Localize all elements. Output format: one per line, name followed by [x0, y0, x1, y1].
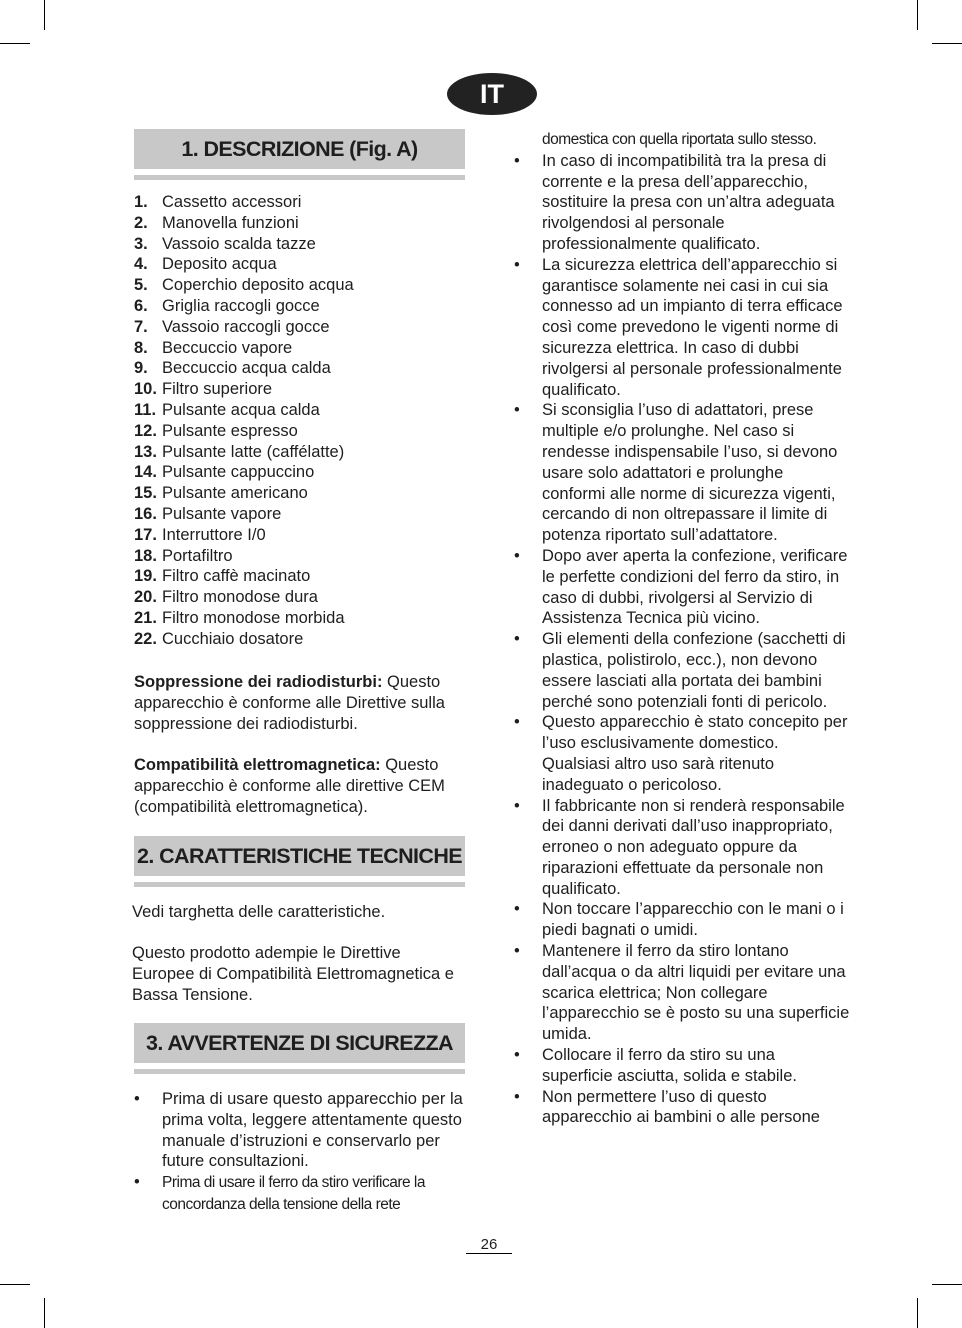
safety-list-left	[134, 1089, 464, 1216]
section3-heading: 3. AVVERTENZE DI SICUREZZA	[134, 1023, 465, 1063]
list-item-number: 4.	[134, 255, 148, 274]
list-item	[134, 608, 464, 629]
list-item	[514, 255, 850, 401]
list-item	[134, 213, 464, 234]
list-item-number: 6.	[134, 296, 148, 315]
list-item	[134, 358, 464, 379]
list-item-number: 14.	[134, 463, 157, 482]
list-item	[514, 546, 850, 629]
list-item-label: Griglia raccogli gocce	[162, 296, 320, 315]
list-item-text: Prima di usare il ferro da stiro verificare la concordanza della tensione della rete	[162, 1174, 425, 1213]
bullet-glyph: •	[514, 900, 520, 919]
list-item	[134, 400, 464, 421]
language-badge: IT	[447, 73, 537, 115]
list-item-label: Filtro caffè macinato	[162, 567, 311, 586]
list-item-text: Non permettere l’uso di questo apparecchio ai bambini o alle persone	[542, 1087, 820, 1127]
list-item-label: Filtro superiore	[162, 380, 273, 399]
list-item	[134, 1089, 464, 1172]
list-item-text: In caso di incompatibilità tra la presa di corrente e la presa dell’apparecchio, sostituire la presa con un’altra adeguata rivolgendosi al personale professionalmente qualificato.	[542, 151, 835, 253]
list-item-text: Collocare il ferro da stiro su una superficie asciutta, solida e stabile.	[542, 1046, 797, 1085]
parts-list	[134, 192, 464, 650]
crop-mark	[917, 1298, 918, 1328]
crop-mark	[932, 43, 962, 44]
list-item-text: Non toccare l’apparecchio con le mani o i piedi bagnati o umidi.	[542, 900, 844, 940]
crop-mark	[0, 1284, 30, 1285]
list-item-number: 8.	[134, 338, 148, 357]
safety-list-right	[514, 130, 850, 1128]
list-item-label: Manovella funzioni	[162, 213, 299, 232]
bullet-glyph: •	[514, 401, 520, 420]
list-item-label: Vassoio raccogli gocce	[162, 317, 330, 336]
section1-heading-rule	[134, 175, 465, 180]
section2-heading: 2. CARATTERISTICHE TECNICHE	[134, 836, 465, 876]
list-item-text: Si sconsiglia l’uso di adattatori, prese multiple e/o prolunghe. Nel caso si rendesse indispensabile l’uso, si devono usare solo adattatori e prolunghe conformi alle norme di sicurezza vigenti, cercando di non oltrepassare il limite di potenza riportato sull’adattatore.	[542, 401, 838, 545]
list-item-text: La sicurezza elettrica dell’apparecchio si garantisce solamente nei casi in cui sia connesso ad un impianto di terra efficace così come prevedono le vigenti norme di sicurezza elettrica. In caso di dubbi rivolgersi al personale professionalmente qualificato.	[542, 255, 843, 399]
list-item-text: Mantenere il ferro da stiro lontano dall’acqua o da altri liquidi per evitare una scarica elettrica; Non collegare l’apparecchio se è posto su una superficie umida.	[542, 942, 850, 1044]
emc-label: Compatibilità elettromagnetica:	[134, 756, 381, 774]
list-item	[514, 1087, 850, 1129]
list-item-label: Filtro monodose dura	[162, 588, 318, 607]
list-item	[134, 483, 464, 504]
list-item	[134, 421, 464, 442]
list-item-number: 15.	[134, 484, 157, 503]
list-item	[134, 234, 464, 255]
list-item	[514, 712, 850, 795]
list-item	[134, 379, 464, 400]
list-item-label: Beccuccio acqua calda	[162, 359, 331, 378]
section2-heading-rule	[134, 882, 465, 887]
list-item-number: 22.	[134, 629, 157, 648]
crop-mark	[0, 43, 30, 44]
list-item-label: Pulsante espresso	[162, 421, 298, 440]
list-item-text: Il fabbricante non si renderà responsabile dei danni derivati dall’uso inappropriato, erroneo o non adeguato oppure da riparazioni effettuate da personale non qualificato.	[542, 796, 845, 898]
list-item	[514, 941, 850, 1045]
section3-heading-rule	[134, 1069, 465, 1074]
list-item-label: Pulsante cappuccino	[162, 463, 315, 482]
bullet-glyph: •	[514, 713, 520, 732]
list-item-label: Pulsante latte (caffélatte)	[162, 442, 345, 461]
list-item	[134, 442, 464, 463]
crop-mark	[932, 1284, 962, 1285]
list-item	[514, 151, 850, 255]
list-item-number: 10.	[134, 380, 157, 399]
list-item-label: Coperchio deposito acqua	[162, 276, 354, 295]
list-item	[514, 899, 850, 941]
list-item	[134, 296, 464, 317]
list-item	[134, 462, 464, 483]
list-item-number: 12.	[134, 421, 157, 440]
list-item	[134, 629, 464, 650]
crop-mark	[44, 1298, 45, 1328]
bullet-glyph: •	[514, 1046, 520, 1065]
section2-para1: Vedi targhetta delle caratteristiche.	[132, 903, 386, 921]
bullet-glyph: •	[514, 255, 520, 274]
list-item-label: Interruttore I/0	[162, 525, 266, 544]
list-item	[514, 400, 850, 546]
list-item-number: 2.	[134, 213, 148, 232]
list-item-label: Portafiltro	[162, 546, 233, 565]
bullet-glyph: •	[514, 942, 520, 961]
bullet-glyph: •	[514, 1087, 520, 1106]
list-item-text: Prima di usare questo apparecchio per la prima volta, leggere attentamente questo manuale d’istruzioni e conservarlo per future consultazioni.	[162, 1090, 463, 1171]
list-item-number: 20.	[134, 588, 157, 607]
list-item	[134, 317, 464, 338]
continued-text: domestica con quella riportata sullo stesso.	[542, 131, 817, 148]
list-item	[514, 796, 850, 900]
list-item	[134, 275, 464, 296]
radio-suppression-label: Soppressione dei radiodisturbi:	[134, 673, 383, 691]
bullet-glyph: •	[514, 796, 520, 815]
list-item-label: Beccuccio vapore	[162, 338, 293, 357]
list-item-number: 21.	[134, 608, 157, 627]
list-item-label: Cucchiaio dosatore	[162, 629, 304, 648]
list-item	[134, 587, 464, 608]
list-item	[134, 504, 464, 525]
list-item-label: Filtro monodose morbida	[162, 608, 345, 627]
page-number-rule	[466, 1253, 512, 1254]
list-item-label: Deposito acqua	[162, 255, 277, 274]
list-item-number: 19.	[134, 567, 157, 586]
list-item	[134, 1172, 464, 1216]
radio-suppression-text: Questo apparecchio è conforme alle Direttive sulla soppressione dei radiodisturbi.	[134, 673, 445, 733]
crop-mark	[44, 0, 45, 30]
section2-para2: Questo prodotto adempie le Direttive Europee di Compatibilità Elettromagnetica e Bassa Tensione.	[132, 944, 454, 1004]
bullet-glyph: •	[514, 151, 520, 170]
list-item-text: Questo apparecchio è stato concepito per l’uso esclusivamente domestico. Qualsiasi altro uso sarà ritenuto inadeguato o pericoloso.	[542, 713, 848, 794]
list-item	[134, 192, 464, 213]
list-item-number: 13.	[134, 442, 157, 461]
bullet-glyph: •	[134, 1090, 140, 1108]
list-item-number: 9.	[134, 359, 148, 378]
list-item	[134, 566, 464, 587]
list-item-label: Cassetto accessori	[162, 193, 302, 211]
list-item-label: Pulsante americano	[162, 484, 308, 503]
list-item-label: Pulsante vapore	[162, 504, 282, 523]
list-item-number: 11.	[134, 400, 157, 419]
list-item	[134, 254, 464, 275]
list-item-number: 16.	[134, 504, 157, 523]
bullet-glyph: •	[514, 546, 520, 565]
list-item-number: 17.	[134, 525, 157, 544]
section1-heading: 1. DESCRIZIONE (Fig. A)	[134, 129, 465, 169]
bullet-glyph: •	[514, 630, 520, 649]
list-item-number: 5.	[134, 276, 148, 295]
list-item	[514, 1045, 850, 1087]
radio-suppression-note	[134, 672, 469, 734]
crop-mark	[917, 0, 918, 30]
emc-note	[134, 755, 469, 817]
list-item-number: 3.	[134, 234, 148, 253]
list-item-number: 7.	[134, 317, 148, 336]
list-item	[134, 338, 464, 359]
list-item	[134, 525, 464, 546]
list-item	[514, 629, 850, 712]
list-item-label: Pulsante acqua calda	[162, 400, 320, 419]
list-item-label: Vassoio scalda tazze	[162, 234, 316, 253]
list-item	[134, 546, 464, 567]
list-item-text: Gli elementi della confezione (sacchetti di plastica, polistirolo, ecc.), non devono essere lasciati alla portata dei bambini perché sono potenziali fonti di pericolo.	[542, 630, 846, 711]
bullet-glyph: •	[134, 1173, 140, 1192]
list-item-text: Dopo aver aperta la confezione, verificare le perfette condizioni del ferro da stiro, in caso di dubbi, rivolgersi al Servizio di Assistenza Tecnica più vicino.	[542, 546, 848, 628]
list-item-number: 1.	[134, 193, 148, 211]
emc-text: Questo apparecchio è conforme alle direttive CEM (compatibilità elettromagnetica).	[134, 756, 445, 816]
list-item-number: 18.	[134, 546, 157, 565]
page-number: 26	[480, 1236, 498, 1253]
